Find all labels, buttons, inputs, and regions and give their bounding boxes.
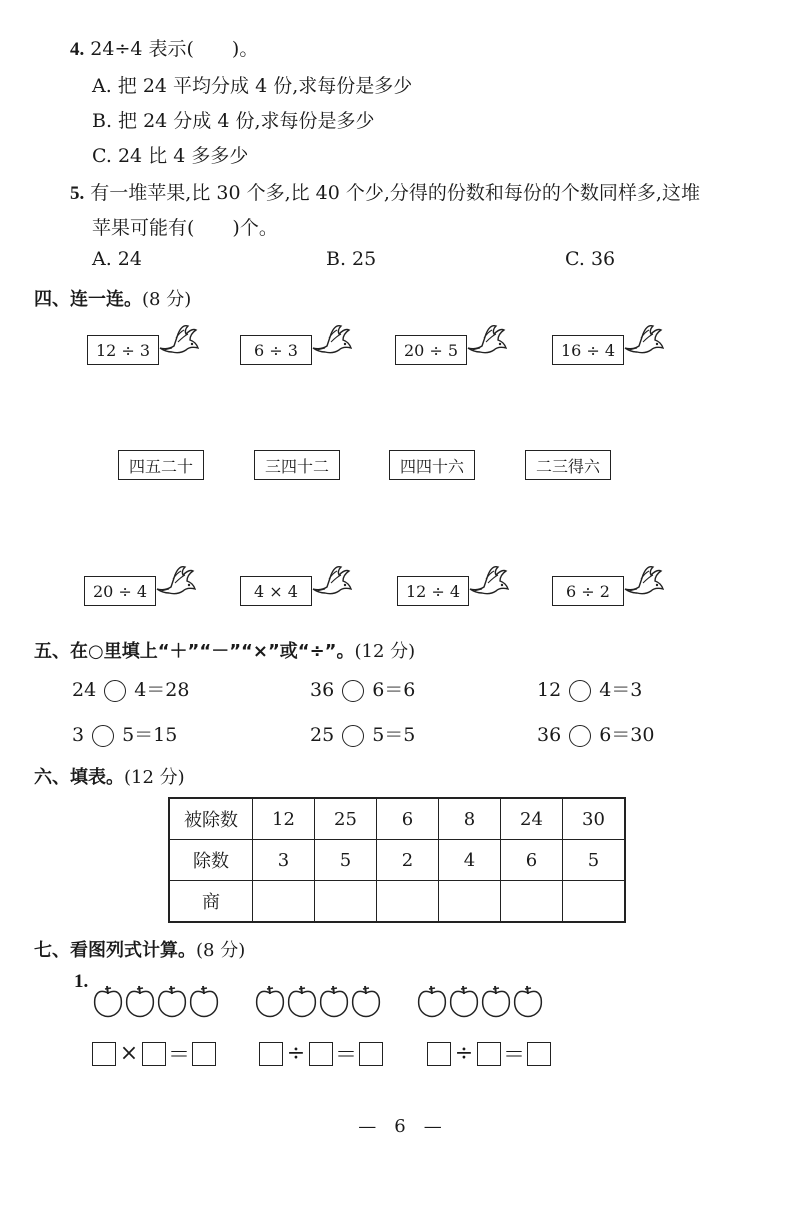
operand: 12 xyxy=(537,679,562,701)
section-title: 六、填表。 xyxy=(34,767,124,788)
table-row xyxy=(169,798,625,840)
section-title: 五、在○里填上“＋”“－”“×”或“÷”。 xyxy=(34,641,355,662)
option-a: A. 把 24 平均分成 4 份,求每份是多少 xyxy=(92,75,413,97)
section-7-heading xyxy=(34,936,245,962)
table-row xyxy=(169,881,625,923)
apple-icon xyxy=(159,986,186,1017)
division-table xyxy=(168,797,626,923)
operator-equation xyxy=(72,720,177,747)
equation-rest: 5＝5 xyxy=(372,724,416,746)
operator-circle[interactable] xyxy=(569,725,591,747)
dove-icon xyxy=(468,561,510,601)
dove-icon xyxy=(623,561,665,601)
dove-icon xyxy=(466,320,508,360)
equals-sign: ＝ xyxy=(502,1043,525,1068)
multiplication-rhyme-card[interactable]: 四四十六 xyxy=(389,450,475,480)
row-header: 商 xyxy=(169,881,253,923)
section-4-heading xyxy=(34,285,191,311)
table-cell: 5 xyxy=(315,840,377,881)
table-cell: 8 xyxy=(439,798,501,840)
operand: 3 xyxy=(72,724,85,746)
table-cell: 25 xyxy=(315,798,377,840)
operator: ÷ xyxy=(286,1041,306,1066)
question-5 xyxy=(70,178,700,205)
answer-cell[interactable] xyxy=(439,881,501,923)
answer-cell[interactable] xyxy=(501,881,563,923)
equation-blank-2 xyxy=(259,1038,383,1069)
dove-icon xyxy=(155,561,197,601)
table-cell: 5 xyxy=(563,840,626,881)
division-card[interactable]: 12 ÷ 3 xyxy=(87,335,159,365)
answer-box[interactable] xyxy=(309,1042,333,1066)
dove-icon xyxy=(311,561,353,601)
option-a: A. 24 xyxy=(92,248,142,270)
answer-box[interactable] xyxy=(192,1042,216,1066)
division-card[interactable]: 20 ÷ 5 xyxy=(395,335,467,365)
table-cell: 4 xyxy=(439,840,501,881)
answer-box[interactable] xyxy=(259,1042,283,1066)
option-c: C. 36 xyxy=(565,248,616,270)
apple-group-3 xyxy=(419,986,542,1017)
table-row xyxy=(169,840,625,881)
apple-icon xyxy=(191,986,218,1017)
apple-icon xyxy=(353,986,380,1017)
operand: 25 xyxy=(310,724,335,746)
operand: 24 xyxy=(72,679,97,701)
equation-rest: 4＝3 xyxy=(599,679,643,701)
operator-circle[interactable] xyxy=(104,680,126,702)
operator-circle[interactable] xyxy=(342,680,364,702)
table-cell: 6 xyxy=(377,798,439,840)
apple-icon xyxy=(289,986,316,1017)
operator: × xyxy=(119,1041,139,1066)
question-stem: 有一堆苹果,比 30 个多,比 40 个少,分得的份数和每份的个数同样多,这堆 xyxy=(90,182,700,204)
table-cell: 24 xyxy=(501,798,563,840)
apple-icon xyxy=(483,986,510,1017)
option-b: B. 25 xyxy=(326,248,377,270)
answer-box[interactable] xyxy=(477,1042,501,1066)
apple-icon xyxy=(95,986,122,1017)
apple-icon xyxy=(257,986,284,1017)
apple-icon xyxy=(321,986,348,1017)
division-card[interactable]: 12 ÷ 4 xyxy=(397,576,469,606)
section-title: 四、连一连。 xyxy=(34,289,142,310)
table-cell: 3 xyxy=(253,840,315,881)
section-6-heading xyxy=(34,763,185,789)
equation-rest: 6＝30 xyxy=(599,724,655,746)
answer-cell[interactable] xyxy=(315,881,377,923)
apple-icon xyxy=(451,986,478,1017)
answer-box[interactable] xyxy=(427,1042,451,1066)
operator-equation xyxy=(537,675,642,702)
answer-cell[interactable] xyxy=(253,881,315,923)
equation-blank-1 xyxy=(92,1038,216,1069)
table-cell: 30 xyxy=(563,798,626,840)
division-card[interactable]: 20 ÷ 4 xyxy=(84,576,156,606)
apple-icon xyxy=(515,986,542,1017)
equals-sign: ＝ xyxy=(334,1043,357,1068)
operator-circle[interactable] xyxy=(342,725,364,747)
page-number: — 6 — xyxy=(358,1116,442,1137)
answer-box[interactable] xyxy=(142,1042,166,1066)
section-points: (8 分) xyxy=(196,940,246,961)
section-title: 七、看图列式计算。 xyxy=(34,940,196,961)
option-b: B. 把 24 分成 4 份,求每份是多少 xyxy=(92,110,375,132)
question-4 xyxy=(70,34,258,61)
division-card[interactable]: 6 ÷ 2 xyxy=(552,576,624,606)
answer-cell[interactable] xyxy=(563,881,626,923)
apple-group-1 xyxy=(95,986,218,1017)
section-points: (12 分) xyxy=(124,767,185,788)
answer-cell[interactable] xyxy=(377,881,439,923)
equation-rest: 4＝28 xyxy=(134,679,190,701)
apple-groups xyxy=(92,982,662,1022)
section-points: (12 分) xyxy=(354,641,416,662)
operator: ÷ xyxy=(454,1041,474,1066)
section-5-heading xyxy=(34,637,415,663)
dove-icon xyxy=(623,320,665,360)
answer-box[interactable] xyxy=(527,1042,551,1066)
division-card[interactable]: 4 × 4 xyxy=(240,576,312,606)
apple-icon xyxy=(419,986,446,1017)
table-cell: 2 xyxy=(377,840,439,881)
apple-group-2 xyxy=(257,986,380,1017)
operand: 36 xyxy=(537,724,562,746)
division-card[interactable]: 6 ÷ 3 xyxy=(240,335,312,365)
apple-icon xyxy=(127,986,154,1017)
operator-equation xyxy=(72,675,189,702)
item-number: 1. xyxy=(74,971,89,992)
question-stem: 24÷4 表示( )。 xyxy=(90,38,259,60)
section-points: (8 分) xyxy=(142,289,192,310)
multiplication-rhyme-card[interactable]: 三四十二 xyxy=(254,450,340,480)
equation-rest: 5＝15 xyxy=(122,724,178,746)
equals-sign: ＝ xyxy=(167,1043,190,1068)
question-number: 4. xyxy=(70,39,85,60)
multiplication-rhyme-card[interactable]: 二三得六 xyxy=(525,450,611,480)
row-header: 除数 xyxy=(169,840,253,881)
equation-blank-3 xyxy=(427,1038,551,1069)
multiplication-rhyme-card[interactable]: 四五二十 xyxy=(118,450,204,480)
answer-box[interactable] xyxy=(92,1042,116,1066)
operator-equation xyxy=(310,675,415,702)
row-header: 被除数 xyxy=(169,798,253,840)
question-number: 5. xyxy=(70,183,85,204)
question-stem-continued: 苹果可能有( )个。 xyxy=(92,217,278,239)
operator-circle[interactable] xyxy=(569,680,591,702)
operator-equation xyxy=(310,720,415,747)
operator-circle[interactable] xyxy=(92,725,114,747)
dove-icon xyxy=(311,320,353,360)
table-cell: 6 xyxy=(501,840,563,881)
answer-box[interactable] xyxy=(359,1042,383,1066)
table-cell: 12 xyxy=(253,798,315,840)
division-card[interactable]: 16 ÷ 4 xyxy=(552,335,624,365)
operand: 36 xyxy=(310,679,335,701)
option-c: C. 24 比 4 多多少 xyxy=(92,145,249,167)
equation-rest: 6＝6 xyxy=(372,679,416,701)
operator-equation xyxy=(537,720,654,747)
dove-icon xyxy=(158,320,200,360)
